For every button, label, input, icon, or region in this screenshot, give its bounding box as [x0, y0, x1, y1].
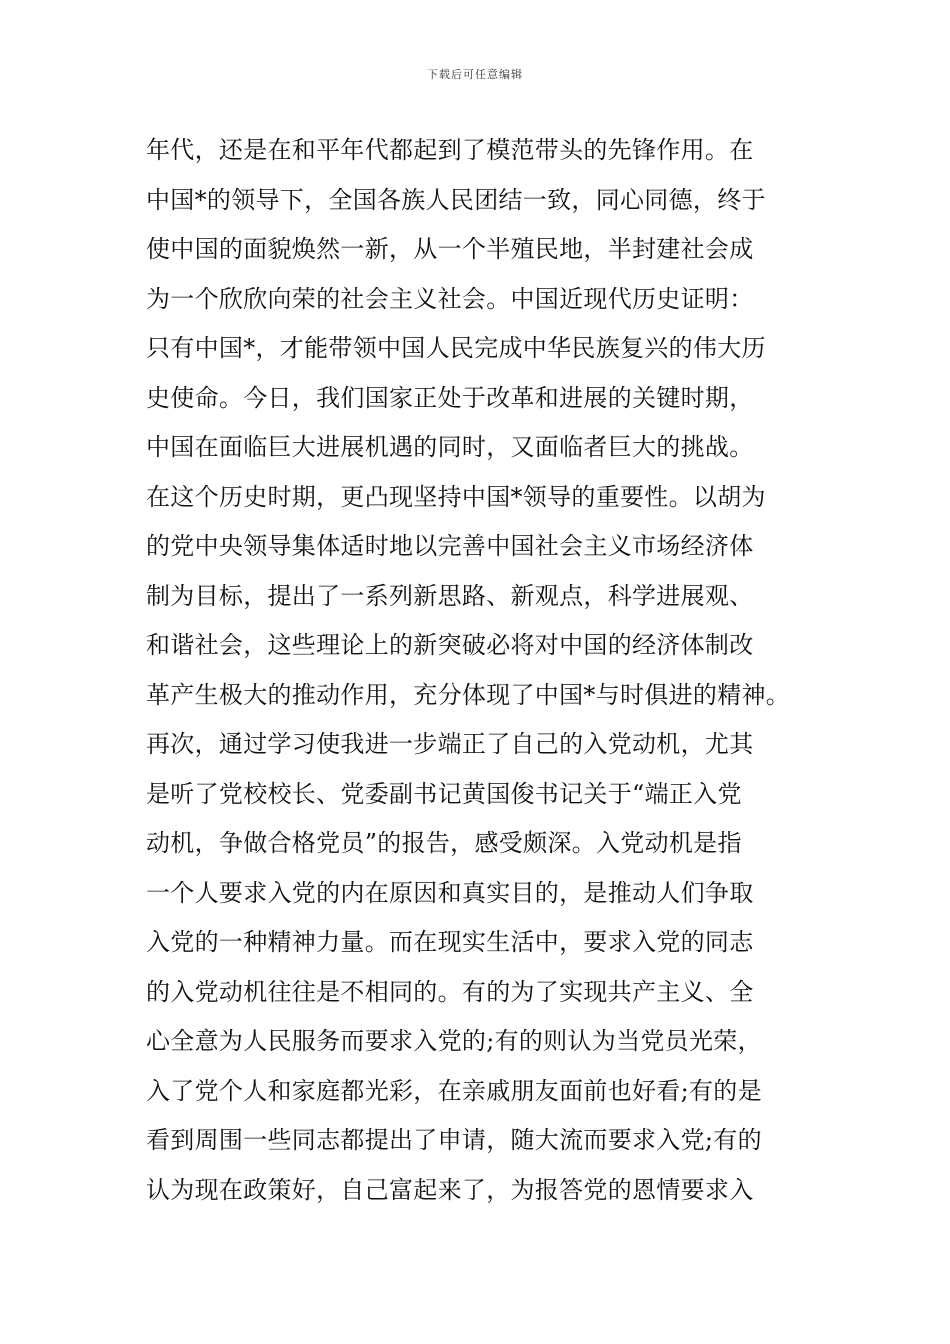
text-line: 心全意为人民服务而要求入党的;有的则认为当党员光荣，: [146, 1027, 762, 1055]
text-line: 动机，争做合格党员”的报告，感受颇深。入党动机是指: [146, 829, 742, 857]
text-line: 入党的一种精神力量。而在现实生活中，要求入党的同志: [146, 928, 754, 956]
text-line: 中国*的领导下，全国各族人民团结一致，同心同德，终于: [146, 185, 766, 214]
text-line: 史使命。今日，我们国家正处于改革和进展的关键时期，: [146, 383, 754, 412]
text-line: 看到周围一些同志都提出了申请，随大流而要求入党;有的: [146, 1126, 762, 1154]
text-line: 认为现在政策好，自己富起来了，为报答党的恩情要求入: [146, 1175, 754, 1204]
text-line: 在这个历史时期，更凸现坚持中国*领导的重要性。以胡为: [146, 482, 766, 511]
page-header: 下载后可任意编辑: [427, 68, 523, 81]
text-line: 的入党动机往往是不相同的。有的为了实现共产主义、全: [146, 977, 754, 1006]
document-body: [146, 126, 826, 1215]
text-line: 革产生极大的推动作用，充分体现了中国*与时俱进的精神。: [146, 680, 791, 709]
text-line: 使中国的面貌焕然一新，从一个半殖民地，半封建社会成: [146, 235, 754, 263]
text-line: 中国在面临巨大进展机遇的同时，又面临者巨大的挑战。: [146, 433, 754, 461]
text-line: 再次，通过学习使我进一步端正了自己的入党动机，尤其: [146, 730, 754, 758]
text-line: 年代，还是在和平年代都起到了模范带头的先锋作用。在: [146, 136, 754, 164]
text-line: 入了党个人和家庭都光彩，在亲戚朋友面前也好看;有的是: [146, 1076, 762, 1105]
text-line: 只有中国*，才能带领中国人民完成中华民族复兴的伟大历: [146, 334, 766, 362]
text-line: 一个人要求入党的内在原因和真实目的，是推动人们争取: [146, 878, 754, 907]
text-line: 为一个欣欣向荣的社会主义社会。中国近现代历史证明：: [146, 284, 754, 313]
text-line: 和谐社会，这些理论上的新突破必将对中国的经济体制改: [146, 631, 754, 659]
text-line: 是听了党校校长、党委副书记黄国俊书记关于“端正入党: [146, 779, 742, 808]
text-line: 制为目标，提出了一系列新思路、新观点，科学进展观、: [146, 581, 754, 610]
text-line: 的党中央领导集体适时地以完善中国社会主义市场经济体: [146, 532, 754, 560]
